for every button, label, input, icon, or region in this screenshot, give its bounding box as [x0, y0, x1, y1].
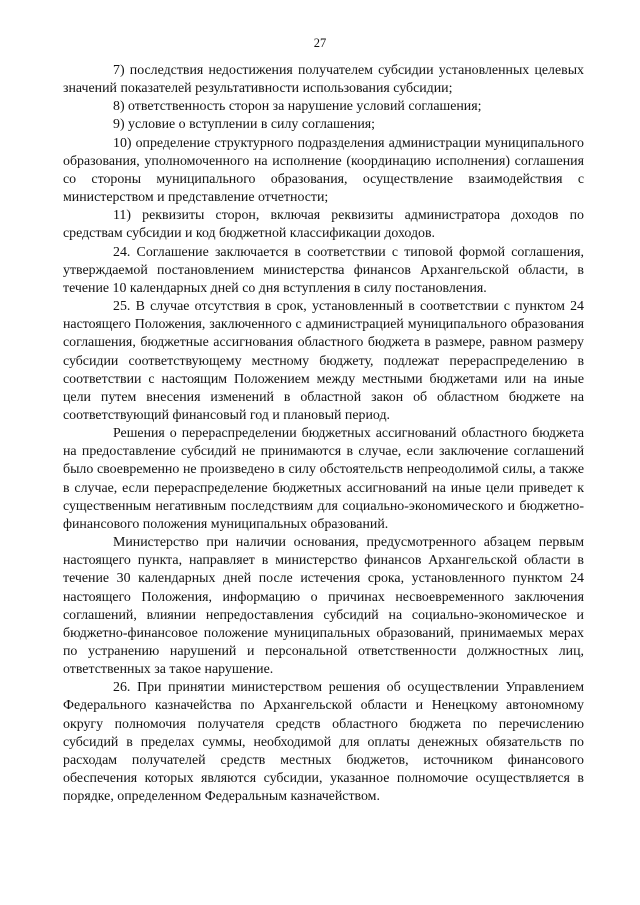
paragraph-item-10: 10) определение структурного подразделения администрации муниципального образования, уполномоченного на исполнение (координацию исполнения) соглашения со стороны муниципального образования, осуществление взаимодействия с министерством и представление отчетности;: [63, 135, 584, 206]
paragraph-redistribution-decisions: Решения о перераспределении бюджетных ассигнований областного бюджета на предоставление субсидий не принимаются в случае, если заключение соглашений было своевременно не произведено в силу обстоятельств непреодолимой силы, а также в случае, если перераспределение бюджетных ассигнований на иные цели приведет к существенным негативным последствиям для социально-экономического и бюджетно-финансового положения муниципальных образований.: [63, 426, 584, 532]
page-number: 27: [313, 36, 327, 50]
paragraph-item-11: 11) реквизиты сторон, включая реквизиты администратора доходов по средствам субсидии и код бюджетной классификации доходов.: [63, 208, 584, 242]
paragraph-clause-26: 26. При принятии министерством решения об осуществлении Управлением Федерального казначейства по Архангельской области и Ненецкому автономному округу полномочия получателя средств областного бюджета по перечислению субсидий в пределах суммы, необходимой для оплаты денежных обязательств по расходам получателей средств местных бюджетов, источником финансового обеспечения которых являются субсидии, указанное полномочие осуществляется в порядке, определенном Федеральным казначейством.: [63, 680, 584, 805]
paragraph-item-8: 8) ответственность сторон за нарушение условий соглашения;: [113, 99, 482, 115]
paragraph-ministry-information: Министерство при наличии основания, предусмотренного абзацем первым настоящего пункта, направляет в министерство финансов Архангельской области в течение 30 календарных дней после истечения срока, установленного пунктом 24 настоящего Положения, информацию о причинах несвоевременного заключения соглашений, влиянии непредоставления субсидий на социально-экономическое и бюджетно-финансовое положение муниципальных образований, принимаемых мерах по устранению нарушений и персональной ответственности должностных лиц, ответственных за такое нарушение.: [63, 535, 584, 678]
paragraph-item-7: 7) последствия недостижения получателем субсидии установленных целевых значений показателей результативности использования субсидии;: [63, 63, 584, 97]
paragraph-item-9: 9) условие о вступлении в силу соглашения;: [113, 117, 376, 133]
document-body: [63, 62, 584, 806]
paragraph-clause-24: 24. Соглашение заключается в соответствии с типовой формой соглашения, утверждаемой постановлением министерства финансов Архангельской области, в течение 10 календарных дней со дня вступления в силу постановления.: [63, 244, 584, 296]
paragraph-clause-25: 25. В случае отсутствия в срок, установленный в соответствии с пунктом 24 настоящего Положения, заключенного с администрацией муниципального образования соглашения, бюджетные ассигнования областного бюджета в размере, равном размеру субсидии соответствующему местному бюджету, подлежат перераспределению в соответствии с настоящим Положением между местными бюджетами или на иные цели путем внесения изменений в областной закон об областном бюджете на соответствующий финансовый год и плановый период.: [63, 299, 584, 423]
